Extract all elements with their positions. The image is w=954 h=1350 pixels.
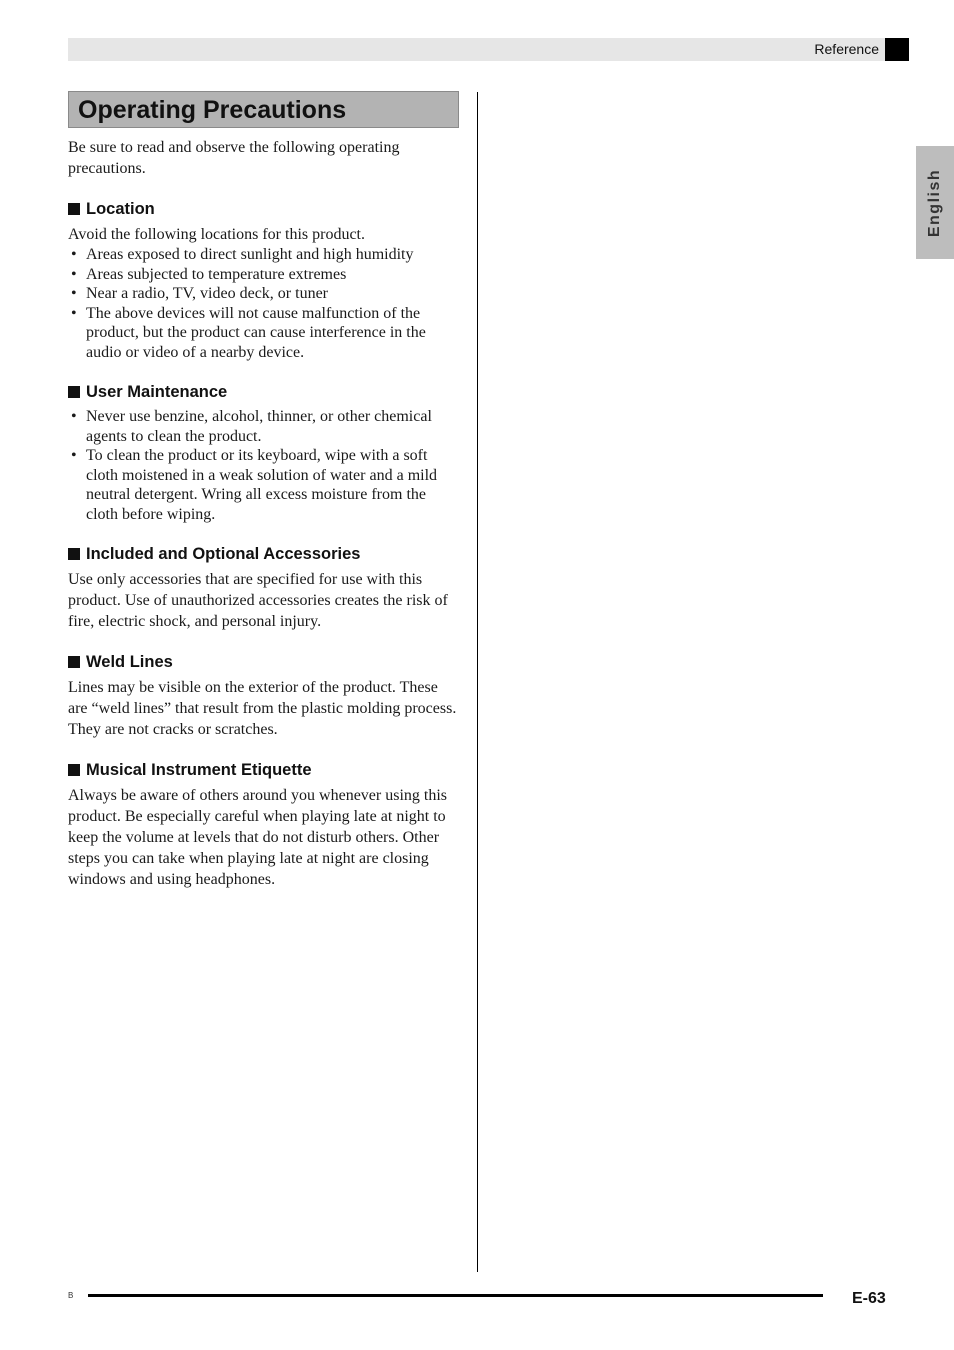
list-item	[68, 407, 459, 446]
column-divider	[477, 92, 478, 1272]
bullet-icon: •	[71, 265, 77, 283]
etiquette-text: Always be aware of others around you whenever using this product. Be especially careful when playing late at night to keep the volume at levels that do not disturb others. Other steps you can take when playing late at night are closing windows and using headphones.	[68, 787, 448, 888]
weld-lines-text: Lines may be visible on the exterior of the product. These are “weld lines” that result from the plastic molding process. They are not cracks or scratches.	[68, 679, 457, 738]
maintenance-list	[68, 407, 459, 524]
square-bullet-icon	[68, 548, 80, 560]
square-bullet-icon	[68, 656, 80, 668]
section-heading-maintenance	[68, 381, 459, 403]
intro-text: Be sure to read and observe the following operating precautions.	[68, 139, 400, 177]
list-item-text: To clean the product or its keyboard, wipe with a soft cloth moistened in a weak solution of water and a mild neutral detergent. Wring all excess moisture from the cloth before wiping.	[86, 447, 438, 523]
list-item-text: The above devices will not cause malfunction of the product, but the product can cause interference in the audio or video of a nearby device.	[86, 304, 426, 361]
section-heading-accessories	[68, 543, 459, 565]
section-heading-label: Weld Lines	[86, 653, 173, 671]
page-title: Operating Precautions	[78, 96, 347, 124]
list-item	[68, 284, 459, 304]
list-item	[68, 265, 459, 285]
square-bullet-icon	[68, 203, 80, 215]
section-heading-label: Location	[86, 200, 155, 218]
bullet-icon: •	[71, 246, 77, 263]
footer-mark: B	[68, 1291, 74, 1300]
bullet-icon: •	[71, 285, 77, 302]
main-column	[68, 91, 459, 890]
square-bullet-icon	[68, 764, 80, 776]
language-tab	[916, 146, 954, 259]
bullet-icon: •	[71, 304, 77, 322]
title-band	[68, 91, 459, 128]
section-heading-weld-lines	[68, 651, 459, 673]
page-number: E-63	[852, 1290, 886, 1307]
list-item-text: Never use benzine, alcohol, thinner, or other chemical agents to clean the product.	[86, 408, 432, 445]
location-list	[68, 245, 459, 362]
location-text: Avoid the following locations for this product.	[68, 226, 365, 243]
list-item-text: Areas subjected to temperature extremes	[86, 265, 347, 283]
section-heading-location	[68, 198, 459, 220]
header-marker	[885, 38, 909, 61]
bullet-icon: •	[71, 408, 77, 425]
section-heading-label: Included and Optional Accessories	[86, 545, 361, 563]
language-tab-label: English	[926, 168, 943, 237]
header-label: Reference	[814, 41, 879, 57]
square-bullet-icon	[68, 386, 80, 398]
header-bar	[68, 38, 909, 61]
list-item-text: Near a radio, TV, video deck, or tuner	[86, 285, 328, 302]
list-item-text: Areas exposed to direct sunlight and high humidity	[86, 246, 414, 263]
accessories-text: Use only accessories that are specified for use with this product. Use of unauthorized accessories creates the risk of fire, electric shock, and personal injury.	[68, 571, 448, 630]
list-item	[68, 245, 459, 265]
list-item	[68, 304, 459, 363]
section-heading-label: Musical Instrument Etiquette	[86, 761, 312, 779]
list-item	[68, 446, 459, 524]
section-heading-etiquette	[68, 759, 459, 781]
footer-rule	[88, 1294, 823, 1297]
section-heading-label: User Maintenance	[86, 383, 228, 401]
bullet-icon: •	[71, 447, 77, 464]
